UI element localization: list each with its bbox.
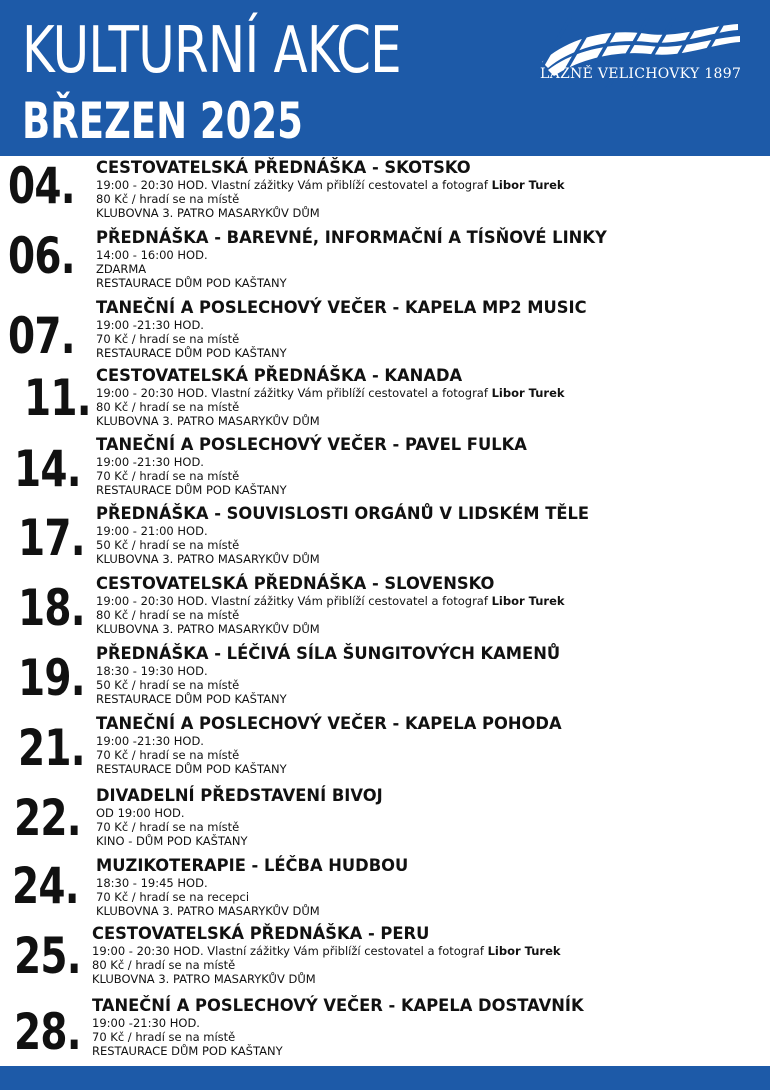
event-time: 19:00 - 20:30 HOD.: [96, 178, 208, 192]
page-title: KULTURNÍ AKCE: [22, 14, 401, 88]
event-info: [96, 298, 766, 360]
event-detail-name: Libor Turek: [491, 594, 565, 608]
event-detail: Vlastní zážitky Vám přiblíží cestovatel a fotograf: [207, 944, 484, 958]
event-price: 70 Kč / hradí se na recepci: [96, 890, 250, 904]
event-date: 17.: [18, 509, 85, 567]
event-info: [96, 856, 766, 918]
event-time: 19:00 - 20:30 HOD.: [96, 594, 208, 608]
event-time: 18:30 - 19:45 HOD.: [96, 876, 208, 890]
event-detail-name: Libor Turek: [487, 944, 561, 958]
event-info: [92, 924, 762, 986]
event-time-detail: [96, 386, 766, 400]
event-location: RESTAURACE DŮM POD KAŠTANY: [96, 762, 287, 776]
event-title: DIVADELNÍ PŘEDSTAVENÍ BIVOJ: [96, 786, 383, 806]
event-info: [96, 158, 766, 220]
event-date: 28.: [14, 1003, 81, 1061]
event-title: TANEČNÍ A POSLECHOVÝ VEČER - KAPELA DOSTAVNÍK: [92, 996, 584, 1016]
event-info: [96, 574, 766, 636]
event-info: [96, 786, 766, 848]
event-time: 19:00 -21:30 HOD.: [96, 734, 204, 748]
event-title: CESTOVATELSKÁ PŘEDNÁŠKA - KANADA: [96, 366, 463, 386]
event-time: 18:30 - 19:30 HOD.: [96, 664, 208, 678]
event-price: 50 Kč / hradí se na místě: [96, 538, 240, 552]
event-time: 19:00 - 20:30 HOD.: [96, 386, 208, 400]
event-time-detail: [96, 594, 766, 608]
event-date: 22.: [14, 789, 81, 847]
event-location: KLUBOVNA 3. PATRO MASARYKŮV DŮM: [96, 206, 320, 220]
event-title: PŘEDNÁŠKA - SOUVISLOSTI ORGÁNŮ V LIDSKÉM TĚLE: [96, 504, 590, 524]
event-location: RESTAURACE DŮM POD KAŠTANY: [96, 483, 287, 497]
event-price: 70 Kč / hradí se na místě: [96, 748, 240, 762]
event-info: [96, 228, 766, 290]
event-location: KLUBOVNA 3. PATRO MASARYKŮV DŮM: [96, 904, 320, 918]
event-location: RESTAURACE DŮM POD KAŠTANY: [96, 692, 287, 706]
event-price: 80 Kč / hradí se na místě: [92, 958, 236, 972]
event-detail-name: Libor Turek: [491, 386, 565, 400]
event-price: 80 Kč / hradí se na místě: [96, 400, 240, 414]
event-date: 11.: [24, 369, 91, 427]
event-info: [96, 644, 766, 706]
event-price: 70 Kč / hradí se na místě: [96, 469, 240, 483]
header-banner: [0, 0, 770, 156]
event-location: KLUBOVNA 3. PATRO MASARYKŮV DŮM: [92, 972, 316, 986]
event-title: TANEČNÍ A POSLECHOVÝ VEČER - KAPELA MP2 MUSIC: [96, 298, 587, 318]
event-price: 70 Kč / hradí se na místě: [96, 820, 240, 834]
event-time-detail: [92, 944, 762, 958]
event-date: 06.: [8, 227, 75, 285]
event-date: 24.: [12, 857, 79, 915]
event-date: 18.: [18, 579, 85, 637]
event-detail-name: Libor Turek: [491, 178, 565, 192]
event-price: ZDARMA: [96, 262, 147, 276]
event-info: [96, 714, 766, 776]
event-date: 04.: [8, 157, 75, 215]
event-location: RESTAURACE DŮM POD KAŠTANY: [96, 346, 287, 360]
event-detail: Vlastní zážitky Vám přiblíží cestovatel a fotograf: [211, 594, 488, 608]
event-date: 25.: [14, 927, 81, 985]
event-info: [96, 366, 766, 428]
event-date: 07.: [8, 307, 75, 365]
event-price: 50 Kč / hradí se na místě: [96, 678, 240, 692]
event-location: KLUBOVNA 3. PATRO MASARYKŮV DŮM: [96, 552, 320, 566]
event-title: MUZIKOTERAPIE - LÉČBA HUDBOU: [96, 856, 409, 876]
event-location: RESTAURACE DŮM POD KAŠTANY: [92, 1044, 283, 1058]
event-title: TANEČNÍ A POSLECHOVÝ VEČER - PAVEL FULKA: [96, 435, 527, 455]
page-subtitle-month: BŘEZEN 2025: [22, 92, 303, 150]
event-price: 70 Kč / hradí se na místě: [92, 1030, 236, 1044]
event-info: [96, 504, 766, 566]
logo-text: LÁZNĚ VELICHOVKY 1897: [540, 66, 742, 82]
event-time: 19:00 - 20:30 HOD.: [92, 944, 204, 958]
event-location: KINO - DŮM POD KAŠTANY: [96, 834, 248, 848]
event-time-detail: [96, 178, 766, 192]
event-info: [96, 435, 766, 497]
event-title: CESTOVATELSKÁ PŘEDNÁŠKA - PERU: [92, 924, 430, 944]
event-time: OD 19:00 HOD.: [96, 806, 185, 820]
event-title: CESTOVATELSKÁ PŘEDNÁŠKA - SLOVENSKO: [96, 574, 495, 594]
event-time: 19:00 - 21:00 HOD.: [96, 524, 208, 538]
event-detail: Vlastní zážitky Vám přiblíží cestovatel a fotograf: [211, 386, 488, 400]
event-price: 80 Kč / hradí se na místě: [96, 608, 240, 622]
event-time: 14:00 - 16:00 HOD.: [96, 248, 208, 262]
event-title: PŘEDNÁŠKA - LÉČIVÁ SÍLA ŠUNGITOVÝCH KAMENŮ: [96, 644, 561, 664]
event-title: PŘEDNÁŠKA - BAREVNÉ, INFORMAČNÍ A TÍSŇOVÉ LINKY: [96, 228, 607, 248]
event-location: KLUBOVNA 3. PATRO MASARYKŮV DŮM: [96, 414, 320, 428]
event-detail: Vlastní zážitky Vám přiblíží cestovatel a fotograf: [211, 178, 488, 192]
event-location: KLUBOVNA 3. PATRO MASARYKŮV DŮM: [96, 622, 320, 636]
event-title: CESTOVATELSKÁ PŘEDNÁŠKA - SKOTSKO: [96, 158, 471, 178]
event-time: 19:00 -21:30 HOD.: [96, 318, 204, 332]
event-date: 21.: [18, 719, 85, 777]
event-date: 14.: [14, 440, 81, 498]
event-price: 70 Kč / hradí se na místě: [96, 332, 240, 346]
event-price: 80 Kč / hradí se na místě: [96, 192, 240, 206]
event-time: 19:00 -21:30 HOD.: [96, 455, 204, 469]
event-info: [92, 996, 762, 1058]
event-location: RESTAURACE DŮM POD KAŠTANY: [96, 276, 287, 290]
event-title: TANEČNÍ A POSLECHOVÝ VEČER - KAPELA POHODA: [96, 714, 562, 734]
event-date: 19.: [18, 649, 85, 707]
event-time: 19:00 -21:30 HOD.: [92, 1016, 200, 1030]
footer-bar: [0, 1066, 770, 1090]
